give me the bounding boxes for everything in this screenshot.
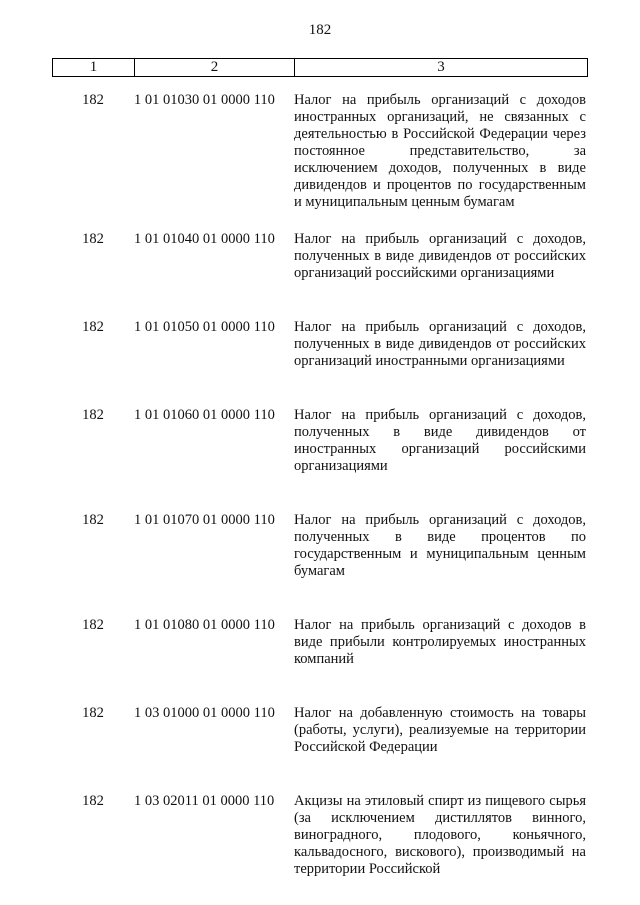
table-row — [52, 512, 587, 580]
table-row — [52, 92, 587, 211]
admin-code: 182 — [82, 407, 104, 423]
admin-code: 182 — [82, 617, 104, 633]
table-row — [52, 617, 587, 668]
revenue-name: Налог на прибыль организаций с доходов, полученных в виде дивидендов от российских организаций российскими организациями — [294, 231, 586, 281]
budget-classification-code: 1 03 02011 01 0000 110 — [134, 793, 275, 809]
admin-code: 182 — [82, 92, 104, 108]
column-header-2: 2 — [135, 59, 295, 77]
budget-classification-code: 1 03 01000 01 0000 110 — [134, 705, 275, 721]
revenue-name: Налог на прибыль организаций с доходов, полученных в виде дивидендов от российских организаций иностранными организациями — [294, 319, 586, 369]
budget-classification-code: 1 01 01030 01 0000 110 — [134, 92, 275, 108]
budget-classification-code: 1 01 01060 01 0000 110 — [134, 407, 275, 423]
revenue-name: Налог на прибыль организаций с доходов, полученных в виде дивидендов от иностранных организаций российскими организациями — [294, 407, 586, 474]
admin-code: 182 — [82, 705, 104, 721]
admin-code: 182 — [82, 512, 104, 528]
budget-classification-code: 1 01 01080 01 0000 110 — [134, 617, 275, 633]
revenue-name: Налог на прибыль организаций с доходов иностранных организаций, не связанных с деятельностью в Российской Федерации через постоянное представительство, за исключением доходов, полученных в виде дивидендов и процентов по государственным и муниципальным ценным бумагам — [294, 92, 586, 210]
admin-code: 182 — [82, 793, 104, 809]
admin-code: 182 — [82, 231, 104, 247]
revenue-name: Акцизы на этиловый спирт из пищевого сырья (за исключением дистиллятов винного, виноградного, плодового, коньячного, кальвадосного, вискового), производимый на территории Российской — [294, 793, 586, 877]
table-body — [52, 92, 587, 878]
table-row — [52, 705, 587, 756]
column-header-3: 3 — [295, 59, 588, 77]
budget-classification-code: 1 01 01050 01 0000 110 — [134, 319, 275, 335]
table-row — [52, 319, 587, 370]
column-header-1: 1 — [53, 59, 135, 77]
revenue-name: Налог на добавленную стоимость на товары (работы, услуги), реализуемые на территории Российской Федерации — [294, 705, 586, 755]
admin-code: 182 — [82, 319, 104, 335]
table-header — [52, 58, 588, 77]
table-row — [52, 231, 587, 282]
table-row — [52, 407, 587, 475]
budget-classification-code: 1 01 01070 01 0000 110 — [134, 512, 275, 528]
budget-classification-code: 1 01 01040 01 0000 110 — [134, 231, 275, 247]
table-row — [52, 793, 587, 878]
revenue-name: Налог на прибыль организаций с доходов, полученных в виде процентов по государственным и муниципальным ценным бумагам — [294, 512, 586, 579]
page-number: 182 — [308, 22, 332, 38]
revenue-name: Налог на прибыль организаций с доходов в виде прибыли контролируемых иностранных компаний — [294, 617, 586, 667]
